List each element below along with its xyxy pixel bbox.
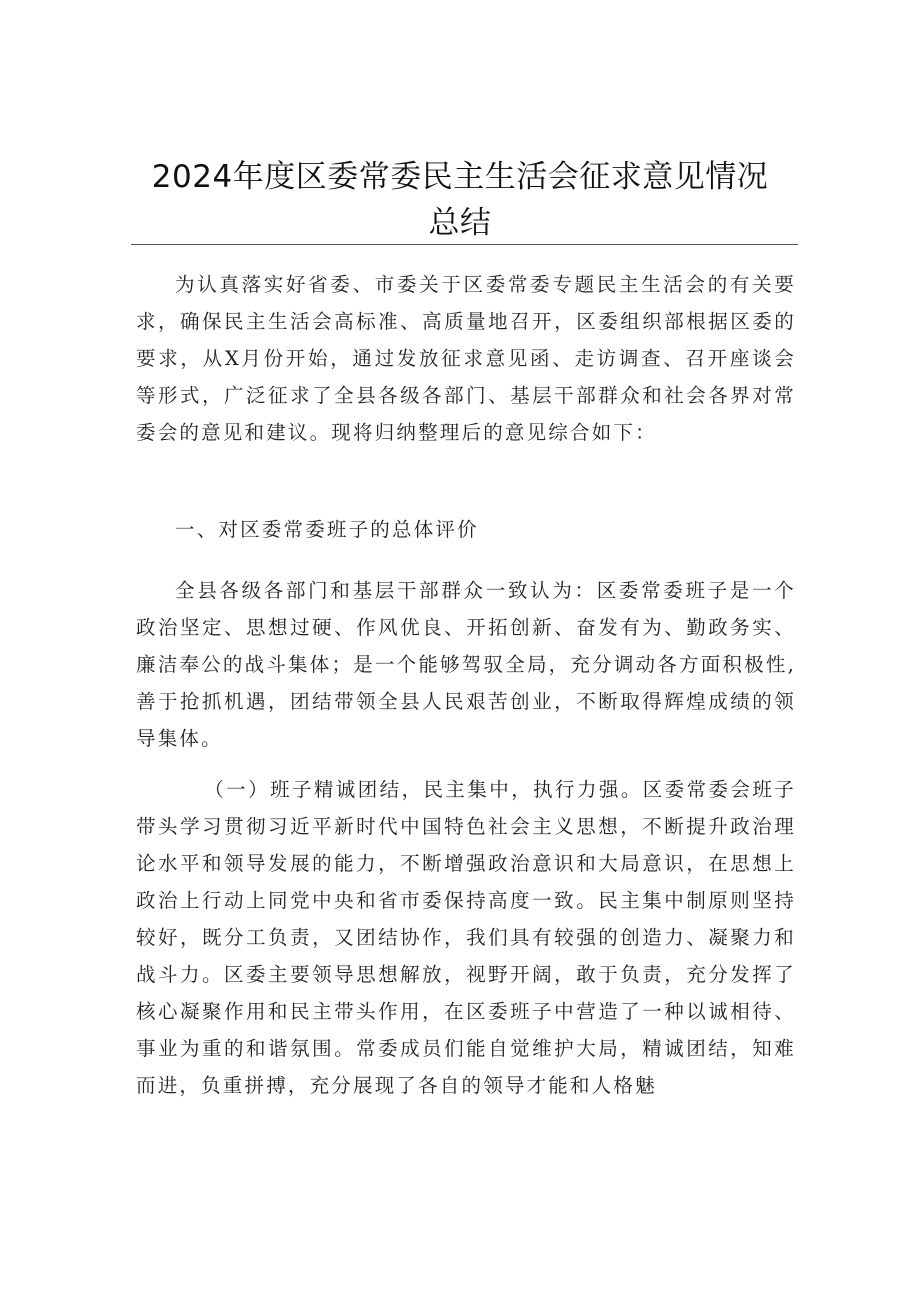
section-heading: 一、对区委常委班子的总体评价 — [175, 518, 479, 541]
title-divider — [131, 244, 798, 245]
intro-paragraph: 为认真落实好省委、市委关于区委常委专题民主生活会的有关要求，确保民主生活会高标准、高质量地召开，区委组织部根据区委的要求，从X月份开始，通过发放征求意见函、走访调查、召开座谈会等形式，广泛征求了全县各级各部门、基层干部群众和社会各界对常委会的意见和建议。现将归纳整理后的意见综合如下： — [136, 273, 796, 444]
document-title-continued: 总结 — [428, 205, 492, 241]
document-title: 2024年度区委常委民主生活会征求意见情况 — [151, 159, 769, 195]
evaluation-paragraph: 全县各级各部门和基层干部群众一致认为：区委常委班子是一个政治坚定、思想过硬、作风优良、开拓创新、奋发有为、勤政务实、廉洁奉公的战斗集体；是一个能够驾驭全局，充分调动各方面积极性,善于抢抓机遇，团结带领全县人民艰苦创业，不断取得辉煌成绩的领导集体。 — [136, 579, 796, 750]
subsection-paragraph: （一）班子精诚团结，民主集中，执行力强。区委常委会班子带头学习贯彻习近平新时代中国特色社会主义思想，不断提升政治理论水平和领导发展的能力，不断增强政治意识和大局意识，在思想上政治上行动上同党中央和省市委保持高度一致。民主集中制原则坚持较好，既分工负责，又团结协作，我们具有较强的创造力、凝聚力和战斗力。区委主要领导思想解放，视野开阔，敢于负责，充分发挥了核心凝聚作用和民主带头作用，在区委班子中营造了一种以诚相待、事业为重的和谐氛围。常委成员们能自觉维护大局，精诚团结，知难而进，负重拼搏，充分展现了各自的领导才能和人格魅 — [136, 778, 796, 1097]
